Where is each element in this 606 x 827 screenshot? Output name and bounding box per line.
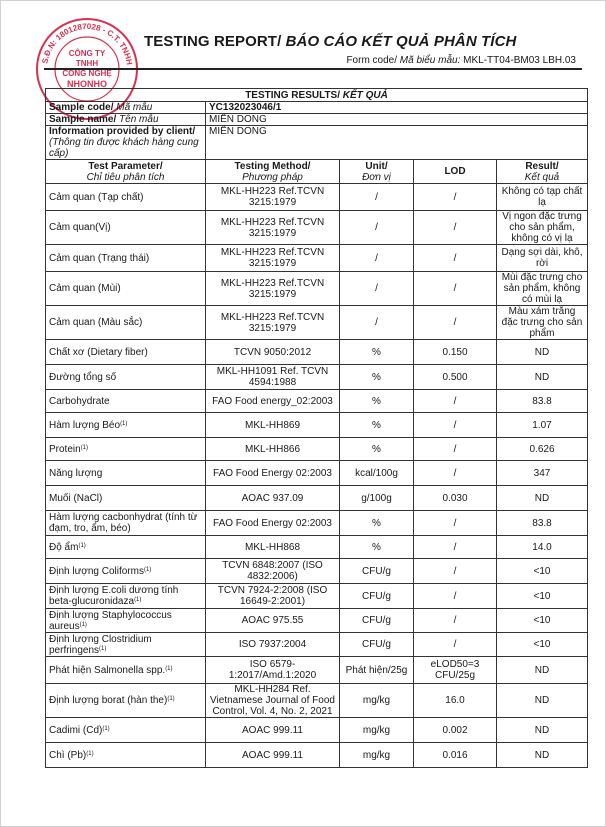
report-title-en: TESTING REPORT/ bbox=[144, 33, 282, 50]
cell-result: 14.0 bbox=[497, 536, 588, 559]
cell-unit: mg/kg bbox=[340, 718, 414, 743]
section-title-vi: KẾT QUẢ bbox=[340, 89, 388, 101]
section-title-row bbox=[46, 89, 588, 102]
cell-result: 347 bbox=[497, 461, 588, 486]
table-row bbox=[46, 245, 588, 272]
cell-result: <10 bbox=[497, 584, 588, 609]
footnote-marker: (1) bbox=[102, 725, 110, 732]
cell-parameter bbox=[46, 584, 206, 609]
meta-row-client-info bbox=[46, 126, 588, 160]
cell-unit: g/100g bbox=[340, 486, 414, 511]
cell-result: ND bbox=[497, 684, 588, 718]
cell-lod: / bbox=[414, 633, 497, 657]
cell-unit: CFU/g bbox=[340, 559, 414, 584]
column-header-parameter: Test Parameter/ Chỉ tiêu phân tích bbox=[46, 160, 206, 184]
cell-parameter bbox=[46, 272, 206, 306]
table-row bbox=[46, 559, 588, 584]
section-title bbox=[46, 89, 588, 102]
cell-method: MKL-HH223 Ref.TCVN 3215:1979 bbox=[206, 211, 340, 245]
cell-result: 83.8 bbox=[497, 511, 588, 536]
cell-method: MKL-HH223 Ref.TCVN 3215:1979 bbox=[206, 272, 340, 306]
table-row bbox=[46, 511, 588, 536]
meta-label bbox=[46, 102, 206, 114]
footnote-marker: (1) bbox=[79, 621, 87, 628]
meta-row-sample-code bbox=[46, 102, 588, 114]
form-code-label-en: Form code/ bbox=[346, 55, 398, 66]
cell-method: FAO Food Energy 02:2003 bbox=[206, 511, 340, 536]
cell-unit: / bbox=[340, 245, 414, 272]
header-divider bbox=[44, 68, 582, 70]
cell-unit: % bbox=[340, 438, 414, 461]
cell-unit: % bbox=[340, 390, 414, 413]
parameter-name: Định lượng Coliforms bbox=[49, 565, 144, 577]
cell-method: MKL-HH866 bbox=[206, 438, 340, 461]
parameter-name: Năng lượng bbox=[49, 467, 103, 479]
table-row bbox=[46, 306, 588, 340]
meta-label-en: Sample name/ bbox=[49, 114, 117, 125]
cell-lod: / bbox=[414, 536, 497, 559]
cell-unit: / bbox=[340, 211, 414, 245]
cell-lod: 0.002 bbox=[414, 718, 497, 743]
column-header-row bbox=[46, 160, 588, 184]
cell-lod: / bbox=[414, 272, 497, 306]
parameter-name: Chì (Pb) bbox=[49, 749, 87, 761]
cell-lod: / bbox=[414, 438, 497, 461]
cell-lod: / bbox=[414, 306, 497, 340]
table-row bbox=[46, 184, 588, 211]
cell-result: <10 bbox=[497, 633, 588, 657]
cell-unit: % bbox=[340, 365, 414, 390]
parameter-name: Cảm quan(Vị) bbox=[49, 222, 111, 233]
parameter-name: Cảm quan (Màu sắc) bbox=[49, 317, 143, 328]
meta-label bbox=[46, 126, 206, 160]
form-code-label-vi: Mã biểu mẫu: bbox=[397, 55, 461, 66]
parameter-name: Cảm quan (Tạp chất) bbox=[49, 191, 144, 203]
results-table bbox=[45, 88, 588, 768]
footnote-marker: (1) bbox=[99, 645, 107, 652]
cell-unit: % bbox=[340, 511, 414, 536]
stamp-line-4: NHONHO bbox=[67, 79, 107, 89]
meta-label-vi: Mã mẫu bbox=[113, 102, 153, 113]
cell-lod: / bbox=[414, 245, 497, 272]
cell-parameter bbox=[46, 211, 206, 245]
cell-result: 1.07 bbox=[497, 413, 588, 438]
parameter-name: Hàm lượng Béo bbox=[49, 419, 121, 431]
cell-parameter bbox=[46, 536, 206, 559]
column-header-lod: LOD bbox=[414, 160, 497, 184]
meta-label-en: Sample code/ bbox=[49, 102, 114, 113]
cell-unit: % bbox=[340, 536, 414, 559]
footnote-marker: (1) bbox=[167, 696, 175, 702]
cell-unit: mg/kg bbox=[340, 684, 414, 718]
table-row bbox=[46, 340, 588, 365]
table-row bbox=[46, 461, 588, 486]
parameter-name: Hàm lượng cacbonhydrat (tính từ đạm, tro, ẩm, béo) bbox=[49, 512, 198, 534]
cell-method: TCVN 6848:2007 (ISO 4832:2006) bbox=[206, 559, 340, 584]
cell-result: Vị ngon đặc trưng cho sản phẩm, không có vị lạ bbox=[497, 211, 588, 245]
cell-parameter bbox=[46, 559, 206, 584]
cell-lod: / bbox=[414, 211, 497, 245]
cell-unit: % bbox=[340, 340, 414, 365]
parameter-name: Định lượng borat (hàn the) bbox=[49, 695, 168, 706]
parameter-name: Cảm quan (Mùi) bbox=[49, 283, 121, 294]
section-title-en: TESTING RESULTS/ bbox=[245, 89, 341, 101]
cell-result: ND bbox=[497, 718, 588, 743]
cell-method: ISO 6579-1:2017/Amd.1:2020 bbox=[206, 657, 340, 684]
table-row bbox=[46, 211, 588, 245]
stamp-ring-text: S.Đ.N: 1801287028 - C.T. TNHH bbox=[40, 21, 134, 66]
form-code-value: MKL-TT04-BM03 LBH.03 bbox=[460, 55, 576, 66]
cell-method: AOAC 975.55 bbox=[206, 609, 340, 633]
cell-parameter bbox=[46, 461, 206, 486]
table-row bbox=[46, 584, 588, 609]
meta-value: YC132023046/1 bbox=[206, 102, 588, 114]
parameter-name: Đường tổng số bbox=[49, 371, 117, 383]
cell-lod: 16.0 bbox=[414, 684, 497, 718]
cell-method: MKL-HH223 Ref.TCVN 3215:1979 bbox=[206, 184, 340, 211]
cell-result: 83.8 bbox=[497, 390, 588, 413]
cell-lod: eLOD50=3 CFU/25g bbox=[414, 657, 497, 684]
meta-label-vi: (Thông tin được khách hàng cung cấp) bbox=[49, 137, 199, 159]
footnote-marker: (1) bbox=[165, 665, 173, 672]
parameter-name: Định lượng Staphylococcus aureus bbox=[49, 609, 172, 632]
cell-lod: 0.030 bbox=[414, 486, 497, 511]
cell-parameter bbox=[46, 438, 206, 461]
cell-parameter bbox=[46, 365, 206, 390]
cell-lod: 0.016 bbox=[414, 743, 497, 768]
footnote-marker: (1) bbox=[143, 566, 152, 573]
parameter-name: Muối (NaCl) bbox=[49, 492, 103, 504]
table-row bbox=[46, 272, 588, 306]
cell-parameter bbox=[46, 657, 206, 684]
parameter-name: Phát hiện Salmonella spp. bbox=[49, 664, 166, 676]
meta-label-en: Information provided by client/ bbox=[49, 126, 196, 137]
cell-result: ND bbox=[497, 365, 588, 390]
cell-result: ND bbox=[497, 340, 588, 365]
cell-lod: / bbox=[414, 461, 497, 486]
cell-parameter bbox=[46, 413, 206, 438]
cell-lod: / bbox=[414, 390, 497, 413]
cell-method: AOAC 999.11 bbox=[206, 718, 340, 743]
footnote-marker: (1) bbox=[134, 597, 142, 603]
cell-unit: kcal/100g bbox=[340, 461, 414, 486]
cell-parameter bbox=[46, 486, 206, 511]
cell-parameter bbox=[46, 684, 206, 718]
parameter-name: Độ ẩm bbox=[49, 541, 79, 553]
parameter-name: Định lượng Clostridium perfringens bbox=[49, 633, 152, 656]
cell-method: MKL-HH869 bbox=[206, 413, 340, 438]
table-row bbox=[46, 486, 588, 511]
parameter-name: Chất xơ (Dietary fiber) bbox=[49, 346, 148, 358]
cell-lod: / bbox=[414, 184, 497, 211]
cell-parameter bbox=[46, 718, 206, 743]
cell-unit: / bbox=[340, 184, 414, 211]
table-row bbox=[46, 413, 588, 438]
parameter-name: Protein bbox=[49, 443, 81, 455]
cell-result: ND bbox=[497, 486, 588, 511]
column-header-method: Testing Method/ Phương pháp bbox=[206, 160, 340, 184]
cell-method: MKL-HH223 Ref.TCVN 3215:1979 bbox=[206, 245, 340, 272]
cell-parameter bbox=[46, 609, 206, 633]
meta-label-vi: Tên mẫu bbox=[116, 114, 159, 125]
cell-unit: Phát hiện/25g bbox=[340, 657, 414, 684]
cell-unit: CFU/g bbox=[340, 609, 414, 633]
cell-method: MKL-HH284 Ref. Vietnamese Journal of Food Control, Vol. 4, No. 2, 2021 bbox=[206, 684, 340, 718]
cell-unit: / bbox=[340, 306, 414, 340]
cell-lod: / bbox=[414, 609, 497, 633]
report-title bbox=[144, 33, 516, 50]
table-row bbox=[46, 390, 588, 413]
cell-method: AOAC 999.11 bbox=[206, 743, 340, 768]
cell-parameter bbox=[46, 340, 206, 365]
table-row bbox=[46, 657, 588, 684]
table-row bbox=[46, 718, 588, 743]
cell-result: <10 bbox=[497, 559, 588, 584]
meta-value: MIẾN DONG bbox=[206, 126, 588, 160]
form-code bbox=[346, 55, 576, 66]
table-row bbox=[46, 743, 588, 768]
column-header-result: Result/ Kết quả bbox=[497, 160, 588, 184]
cell-parameter bbox=[46, 743, 206, 768]
cell-method: TCVN 7924-2:2008 (ISO 16649-2:2001) bbox=[206, 584, 340, 609]
cell-method: TCVN 9050:2012 bbox=[206, 340, 340, 365]
meta-value: MIẾN DONG bbox=[206, 114, 588, 126]
cell-method: ISO 7937:2004 bbox=[206, 633, 340, 657]
parameter-name: Cảm quan (Trạng thái) bbox=[49, 252, 150, 264]
cell-method: AOAC 937.09 bbox=[206, 486, 340, 511]
stamp-line-1: CÔNG TY bbox=[68, 49, 106, 58]
cell-parameter bbox=[46, 633, 206, 657]
cell-result: Không có tạp chất lạ bbox=[497, 184, 588, 211]
table-row bbox=[46, 609, 588, 633]
cell-method: FAO Food Energy 02:2003 bbox=[206, 461, 340, 486]
cell-lod: 0.500 bbox=[414, 365, 497, 390]
cell-lod: / bbox=[414, 413, 497, 438]
parameter-name: Cadimi (Cd) bbox=[49, 724, 103, 736]
cell-unit: % bbox=[340, 413, 414, 438]
cell-method: MKL-HH223 Ref.TCVN 3215:1979 bbox=[206, 306, 340, 340]
cell-method: FAO Food energy_02:2003 bbox=[206, 390, 340, 413]
stamp-line-2: TNHH bbox=[75, 59, 99, 68]
cell-result: 0.626 bbox=[497, 438, 588, 461]
table-row bbox=[46, 684, 588, 718]
cell-method: MKL-HH868 bbox=[206, 536, 340, 559]
cell-lod: / bbox=[414, 511, 497, 536]
report-title-vi: BÁO CÁO KẾT QUẢ PHÂN TÍCH bbox=[281, 33, 517, 50]
cell-result: Mùi đặc trưng cho sản phẩm, không có mùi lạ bbox=[497, 272, 588, 306]
cell-method: MKL-HH1091 Ref. TCVN 4594:1988 bbox=[206, 365, 340, 390]
table-row bbox=[46, 536, 588, 559]
cell-parameter bbox=[46, 390, 206, 413]
cell-result: <10 bbox=[497, 609, 588, 633]
cell-lod: 0.150 bbox=[414, 340, 497, 365]
parameter-name: Định lượng E.coli dương tính beta-glucuronidaza bbox=[49, 585, 179, 607]
meta-label bbox=[46, 114, 206, 126]
cell-result: Màu xám trắng đặc trưng cho sản phẩm bbox=[497, 306, 588, 340]
parameter-name: Carbohydrate bbox=[49, 395, 110, 407]
cell-parameter bbox=[46, 511, 206, 536]
footnote-marker: (1) bbox=[78, 542, 86, 549]
meta-row-sample-name bbox=[46, 114, 588, 126]
table-row bbox=[46, 365, 588, 390]
cell-lod: / bbox=[414, 584, 497, 609]
table-row bbox=[46, 633, 588, 657]
stamp-line-3: CÔNG NGHỆ bbox=[62, 69, 112, 78]
cell-result: ND bbox=[497, 743, 588, 768]
cell-unit: CFU/g bbox=[340, 584, 414, 609]
cell-parameter bbox=[46, 245, 206, 272]
cell-unit: / bbox=[340, 272, 414, 306]
cell-parameter bbox=[46, 306, 206, 340]
cell-parameter bbox=[46, 184, 206, 211]
footnote-marker: (1) bbox=[120, 420, 128, 427]
cell-result: Dạng sợi dài, khô, rời bbox=[497, 245, 588, 272]
cell-unit: CFU/g bbox=[340, 633, 414, 657]
table-row bbox=[46, 438, 588, 461]
cell-lod: / bbox=[414, 559, 497, 584]
cell-result: ND bbox=[497, 657, 588, 684]
footnote-marker: (1) bbox=[86, 750, 94, 757]
footnote-marker: (1) bbox=[80, 444, 89, 451]
column-header-unit: Unit/ Đơn vị bbox=[340, 160, 414, 184]
cell-unit: mg/kg bbox=[340, 743, 414, 768]
